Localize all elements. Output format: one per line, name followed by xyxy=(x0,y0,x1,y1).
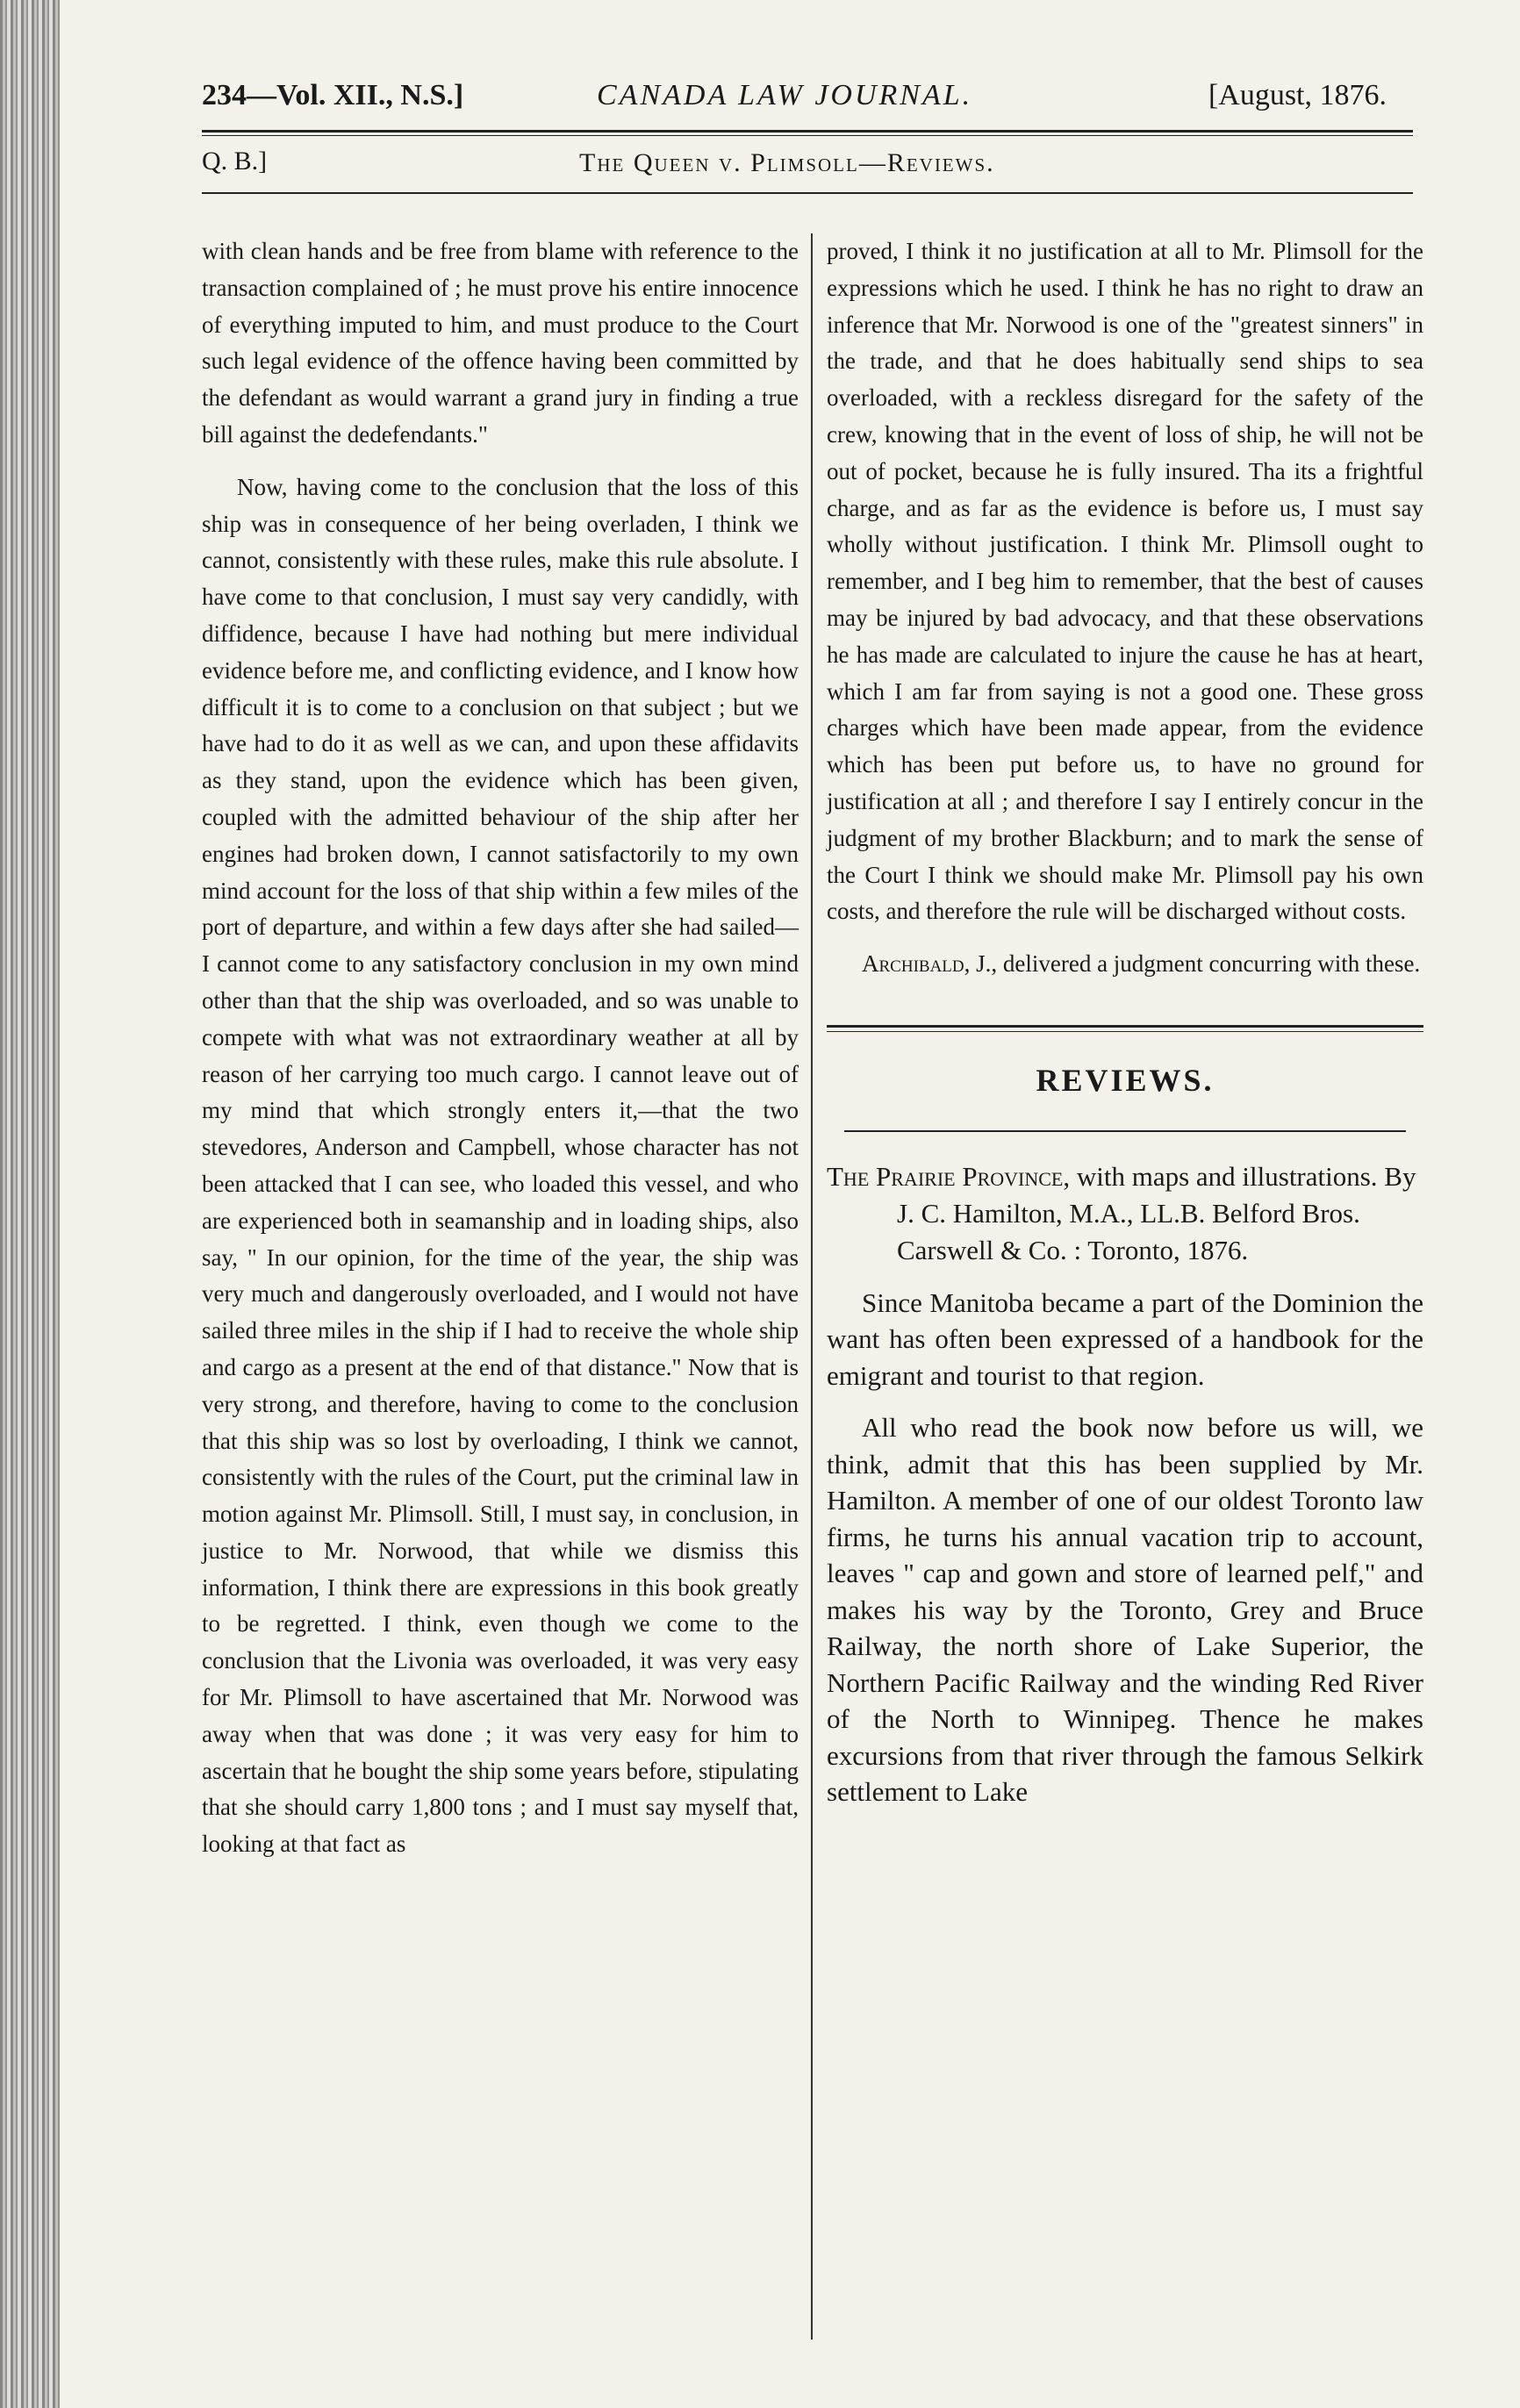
review-paragraph-1: Since Manitoba became a part of the Dominion the want has often been expressed of a handbook for the emigrant and tourist to that region. xyxy=(827,1286,1423,1391)
right-paragraph-1: proved, I think it no justification at all to Mr. Plimsoll for the expressions which he used. I think he has no right to draw an inference that Mr. Norwood is one of the "greatest sinners" in the trade, and that he does habitually send ships to sea overloaded, with a reckless disregard for the safety of the crew, knowing that in the event of loss of ship, he will not be out of pocket, because he is fully insured. Tha its a frightful charge, and as far as the evidence is before us, I must say wholly without justification. I think Mr. Plimsoll ought to remember, and I beg him to remember, that the best of causes may be injured by bad advocacy, and that these observations he has made are calculated to injure the cause he has at heart, which I am far from saying is not a good one. These gross charges which have been made appear, from the evidence which has been put before us, to have no ground for justification at all ; and therefore I say I entirely concur in the judgment of my brother Blackburn; and to mark the sense of the Court I think we should make Mr. Plimsoll pay his own costs, and therefore the rule will be discharged without costs. xyxy=(827,238,1423,925)
section-title: The Queen v. Plimsoll—Reviews. xyxy=(579,148,995,177)
left-paragraph-1: with clean hands and be free from blame with reference to the transaction complained of ; he must prove his entire innocence of everything imputed to him, and must produce to the Court such legal evidence of the offence having been committed by the defendant as would warrant a grand jury in finding a true bill against the dedefendants." xyxy=(202,238,799,448)
review-paragraph-2: All who read the book now before us will, we think, admit that this has been supplied by Mr. Hamilton. A member of one of our oldest Toronto law firms, he turns his annual vacation trip to account, leaves " cap and gown and store of learned pelf," and makes his way by the Toronto, Grey and Bruce Railway, the north shore of Lake Superior, the Northern Pacific Railway and the winding Red River of the North to Winnipeg. Thence he makes excursions from that river through the famous Selkirk settlement to Lake xyxy=(827,1412,1423,1808)
section-rule xyxy=(202,192,1413,194)
review-citation xyxy=(827,1158,1423,1269)
header-rule xyxy=(202,130,1413,136)
running-head xyxy=(176,70,1439,123)
reviews-rule-bottom xyxy=(844,1130,1406,1132)
review-book-details: , with maps and illustrations. By J. C. Hamilton, M.A., LL.B. Belford Bros. Carswell & Co. : Toronto, 1876. xyxy=(897,1160,1416,1265)
right-column xyxy=(827,233,1423,1810)
left-paragraph-2: Now, having come to the conclusion that the loss of this ship was in consequence of her being overladen, I think we cannot, consistently with these rules, make this rule absolute. I have come to that conclusion, I must say very candidly, with diffidence, because I have had nothing but mere individual evidence before me, and conflicting evidence, and I know how difficult it is to come to a conclusion on that subject ; but we have had to do it as well as we can, and upon these affidavits as they stand, upon the evidence which has been given, coupled with the admitted behaviour of the ship after her engines had broken down, I cannot satisfactorily to my own mind account for the loss of that ship within a few miles of the port of departure, and within a few days after she had sailed—I cannot come to any satisfactory conclusion in my own mind other than that the ship was overloaded, and so was unable to compete with what was not extraordinary weather at all by reason of her carrying too much cargo. I cannot leave out of my mind that which strongly enters it,—that the two stevedores, Anderson and Campbell, whose character has not been attacked that I can see, who loaded this vessel, and who are experienced both in seamanship and in loading ships, also say, " In our opinion, for the time of the year, the ship was very much and dangerously overloaded, and I would not have sailed three miles in the ship if I had to receive the whole ship and cargo as a present at the end of that distance." Now that is very strong, and therefore, having to come to the conclusion that this ship was so lost by overloading, I think we cannot, consistently with the rules of the Court, put the criminal law in motion against Mr. Plimsoll. Still, I must say, in conclusion, in justice to Mr. Norwood, that while we dismiss this information, I think there are expressions in this book greatly to be regretted. I think, even though we come to the conclusion that the Livonia was overloaded, it was very easy for Mr. Plimsoll to have ascertained that Mr. Norwood was away when that was done ; it was very easy for him to ascertain that he bought the ship some years before, stipulating that she should carry 1,800 tons ; and I must say myself that, looking at that fact as xyxy=(202,473,799,1858)
reviews-heading: REVIEWS. xyxy=(1036,1062,1215,1098)
column-divider xyxy=(811,233,813,2340)
reviews-rule-top xyxy=(827,1025,1423,1032)
court-label: Q. B.] xyxy=(202,147,268,176)
judge-remark: , delivered a judgment concurring with these. xyxy=(991,950,1421,978)
issue-date: [August, 1876. xyxy=(1208,79,1387,111)
page-volume: 234—Vol. XII., N.S.] xyxy=(202,79,464,111)
left-column xyxy=(202,233,799,1863)
journal-page xyxy=(176,70,1439,1858)
journal-title: CANADA LAW JOURNAL. xyxy=(597,79,973,111)
section-head xyxy=(176,136,1439,192)
review-book-title: The Prairie Province xyxy=(827,1160,1064,1192)
right-paragraph-2 xyxy=(827,946,1423,983)
scan-edge-artifact xyxy=(0,0,60,2408)
judge-name: Archibald, J. xyxy=(862,950,992,978)
two-column-body xyxy=(202,233,1423,2375)
